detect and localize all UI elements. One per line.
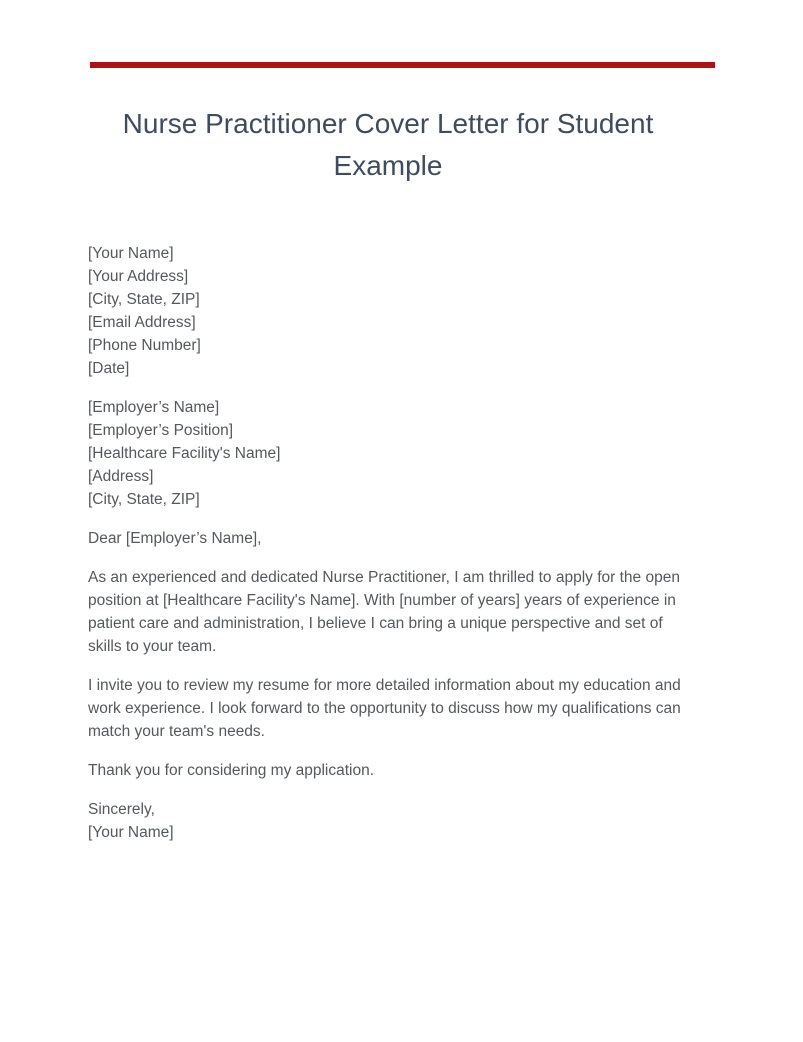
date-line: [Date] <box>88 360 130 377</box>
sender-address-line: [Your Address] <box>88 268 189 285</box>
sender-email-line: [Email Address] <box>88 314 196 331</box>
body-paragraph-1: As an experienced and dedicated Nurse Practitioner, I am thrilled to apply for the open position at [Healthcare Facility's Name]. With [number of years] years of experience in patient care and administration, I believe I can bring a unique perspective and set of skills to your team. <box>88 569 680 655</box>
sender-name-line: [Your Name] <box>88 245 174 262</box>
recipient-address-block <box>88 396 688 511</box>
signature-line: [Your Name] <box>88 824 174 841</box>
facility-name-line: [Healthcare Facility's Name] <box>88 445 281 462</box>
salutation: Dear [Employer’s Name], <box>88 530 262 547</box>
facility-address-line: [Address] <box>88 468 154 485</box>
body-paragraph-2: I invite you to review my resume for more detailed information about my education and work experience. I look forward to the opportunity to discuss how my qualifications can match your team's needs. <box>88 677 681 740</box>
sender-address-block <box>88 242 688 380</box>
sender-city-line: [City, State, ZIP] <box>88 291 200 308</box>
employer-position-line: [Employer’s Position] <box>88 422 234 439</box>
letter-content <box>88 103 688 844</box>
header-rule-container <box>0 0 803 68</box>
sender-phone-line: [Phone Number] <box>88 337 201 354</box>
employer-name-line: [Employer’s Name] <box>88 399 220 416</box>
facility-city-line: [City, State, ZIP] <box>88 491 200 508</box>
closing-block <box>88 798 688 844</box>
page-title: Nurse Practitioner Cover Letter for Student Example <box>122 108 654 181</box>
closing-line: Sincerely, <box>88 801 155 818</box>
body-paragraph-3: Thank you for considering my application. <box>88 762 375 779</box>
red-accent-divider <box>90 62 715 68</box>
